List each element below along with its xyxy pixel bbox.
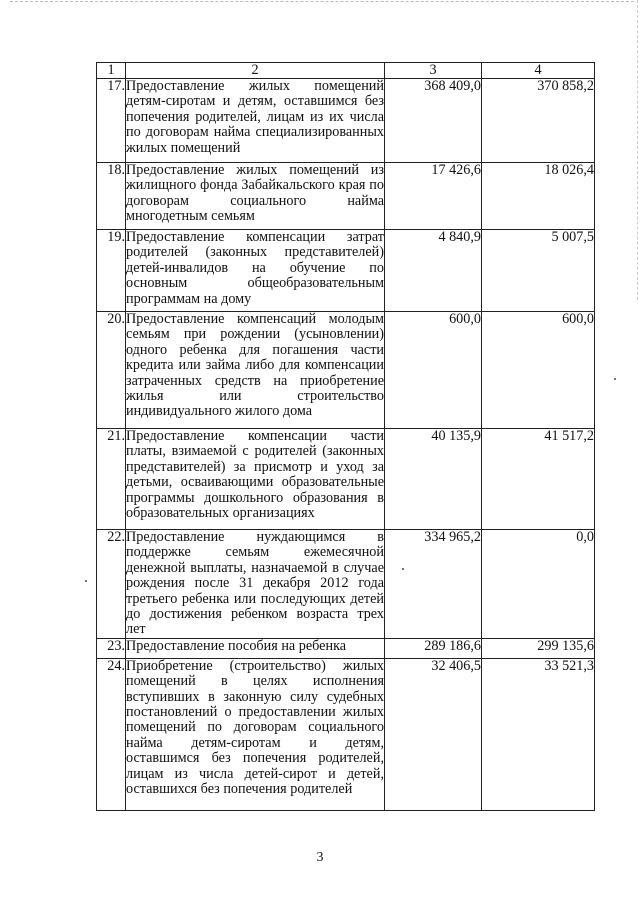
header-cell-2: 2	[126, 63, 385, 79]
row-description: Предоставление компенсации затрат родителей (законных представителей) детей-инвалидов на обучение по основным общеобразовательным программам на дому	[126, 230, 385, 312]
table-row	[97, 429, 595, 530]
row-description: Предоставление пособия на ребенка	[126, 638, 385, 658]
row-value-col3: 32 406,5	[385, 658, 482, 810]
budget-table	[96, 62, 595, 811]
row-value-col3: 17 426,6	[385, 163, 482, 230]
row-value-col4: 33 521,3	[482, 658, 595, 810]
row-value-col4: 5 007,5	[482, 230, 595, 312]
row-description: Предоставление жилых помещений детям-сиротам и детям, оставшимся без попечения родителей, лицам из их числа по договорам найма специализированных жилых помещений	[126, 79, 385, 163]
row-value-col4: 18 026,4	[482, 163, 595, 230]
row-number: 22.	[97, 530, 126, 639]
page-number: 3	[316, 850, 324, 865]
table-row	[97, 79, 595, 163]
row-value-col3: 4 840,9	[385, 230, 482, 312]
scan-speck	[85, 580, 87, 582]
row-description: Предоставление компенсации части платы, взимаемой с родителей (законных представителей) за присмотр и уход за детьми, осваивающими образовательные программы дошкольного образования в образовательных организациях	[126, 429, 385, 530]
row-number: 19.	[97, 230, 126, 312]
row-value-col3: 289 186,6	[385, 638, 482, 658]
table-header-row	[97, 63, 595, 79]
header-cell-3: 3	[385, 63, 482, 79]
table-row	[97, 163, 595, 230]
row-number: 20.	[97, 312, 126, 429]
table-row	[97, 530, 595, 639]
scan-edge-right	[637, 0, 638, 300]
scan-speck	[402, 568, 404, 570]
row-value-col4: 370 858,2	[482, 79, 595, 163]
scan-edge-top	[10, 1, 634, 2]
row-description: Предоставление нуждающимся в поддержке семьям ежемесячной денежной выплаты, назначаемой в случае рождения после 31 декабря 2012 года третьего ребенка или последующих детей до достижения ребенком возраста трех лет	[126, 529, 384, 638]
row-value-col4: 600,0	[482, 312, 595, 429]
row-description: Предоставление жилых помещений из жилищного фонда Забайкальского края по договорам социального найма многодетным семьям	[126, 163, 385, 230]
row-value-col4: 0,0	[482, 530, 595, 639]
table-row	[97, 658, 595, 810]
row-number: 17.	[97, 79, 126, 163]
row-number: 18.	[97, 163, 126, 230]
row-number: 21.	[97, 429, 126, 530]
row-value-col4: 299 135,6	[482, 638, 595, 658]
row-value-col3: 40 135,9	[385, 429, 482, 530]
row-description: Приобретение (строительство) жилых помещений в целях исполнения вступивших в законную силу судебных постановлений о предоставлении жилых помещений по договорам социального найма детям-сиротам и детям, оставшимся без попечения родителей, лицам из числа детей-сирот и детей, оставшихся без попечения родителей	[126, 658, 385, 810]
row-value-col4: 41 517,2	[482, 429, 595, 530]
table-row	[97, 638, 595, 658]
scan-speck	[614, 378, 616, 380]
row-description: Предоставление компенсаций молодым семьям при рождении (усыновлении) одного ребенка для погашения части кредита или займа либо для компенсации затраченных средств на приобретение жилья или строительство индивидуального жилого дома	[126, 312, 385, 429]
table-row	[97, 230, 595, 312]
row-number: 24.	[97, 658, 126, 810]
table-row	[97, 312, 595, 429]
header-cell-1: 1	[97, 63, 126, 79]
row-number: 23.	[97, 638, 126, 658]
row-value-col3: 334 965,2	[385, 530, 482, 639]
row-value-col3: 368 409,0	[385, 79, 482, 163]
header-cell-4: 4	[482, 63, 595, 79]
row-value-col3: 600,0	[385, 312, 482, 429]
